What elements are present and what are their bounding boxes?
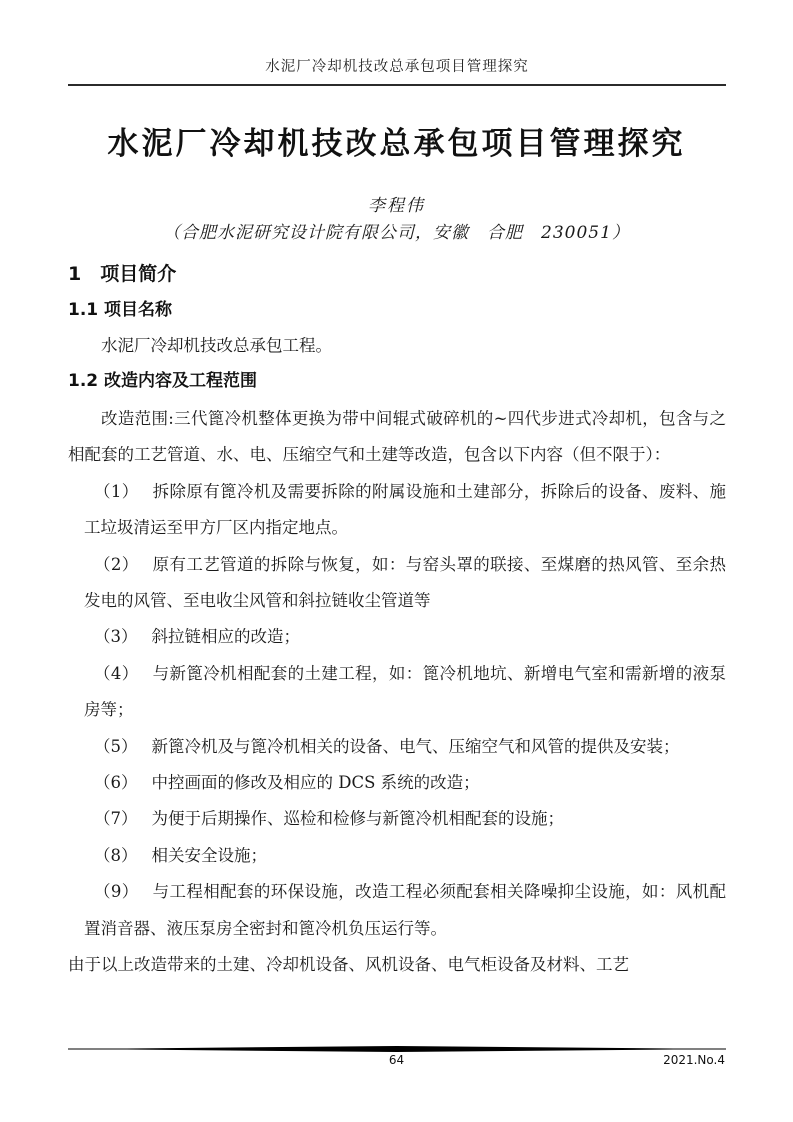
paragraph-project-name: 水泥厂冷却机技改总承包工程。 [101,336,332,355]
list-item-number: （3） [94,627,138,647]
issue-label: 2021.No.4 [663,1053,725,1067]
list-item [68,656,726,729]
list-item-text: 新篦冷机及与篦冷机相关的设备、电气、压缩空气和风管的提供及安装； [151,736,680,756]
author-affiliation: （合肥水泥研究设计院有限公司，安徽 合肥 230051） [163,223,630,243]
paragraph-scope: 改造范围:三代篦冷机整体更换为带中间辊式破碎机的~四代步进式冷却机，包含与之相配套的工艺管道、水、电、压缩空气和土建等改造，包含以下内容（但不限于）： [68,409,726,465]
list-item-text: 中控画面的修改及相应的 DCS 系统的改造； [151,773,480,793]
running-header [68,56,726,86]
author-name: 李程伟 [368,196,425,216]
list-item-text: 拆除原有篦冷机及需要拆除的附属设施和土建部分，拆除后的设备、废料、施工垃圾清运至甲方厂区内指定地点。 [84,481,726,538]
list-item [68,765,726,801]
list-item [68,874,726,947]
list-item-number: （6） [94,773,138,793]
list-item [68,838,726,874]
list-item-number: （2） [94,554,139,574]
running-header-text: 水泥厂冷却机技改总承包项目管理探究 [265,59,529,75]
list-item [68,801,726,837]
paragraph-closing: 由于以上改造带来的土建、冷却机设备、风机设备、电气柜设备及材料、工艺 [68,955,629,975]
list-item [68,619,726,655]
list-item-number: （7） [94,809,138,829]
subsection-heading-1-2: 1.2 改造内容及工程范围 [68,371,258,391]
list-item-number: （1） [94,481,139,501]
list-item-number: （5） [94,736,138,756]
list-item-text: 原有工艺管道的拆除与恢复，如：与窑头罩的联接、至煤磨的热风管、至余热发电的风管、至电收尘风管和斜拉链收尘管道等 [84,554,726,611]
list-item-text: 与新篦冷机相配套的土建工程，如：篦冷机地坑、新增电气室和需新增的液泵房等； [84,663,726,720]
list-item-text: 为便于后期操作、巡检和检修与新篦冷机相配套的设施； [151,809,564,829]
list-item [68,547,726,620]
page-number: 64 [388,1053,405,1067]
list-item [68,729,726,765]
list-item-text: 相关安全设施； [151,845,267,865]
article-title: 水泥厂冷却机技改总承包项目管理探究 [107,126,686,162]
section-heading-1: 1 项目简介 [68,263,177,285]
list-item-text: 斜拉链相应的改造； [151,627,300,647]
list-item-number: （4） [94,663,139,683]
list-item [68,474,726,547]
list-item-number: （9） [94,882,139,902]
scope-list [68,474,726,947]
article-body [68,258,726,984]
list-item-number: （8） [94,845,138,865]
subsection-heading-1-1: 1.1 项目名称 [68,300,173,320]
list-item-text: 与工程相配套的环保设施，改造工程必须配套相关降噪抑尘设施，如：风机配置消音器、液压泵房全密封和篦冷机负压运行等。 [84,882,726,938]
